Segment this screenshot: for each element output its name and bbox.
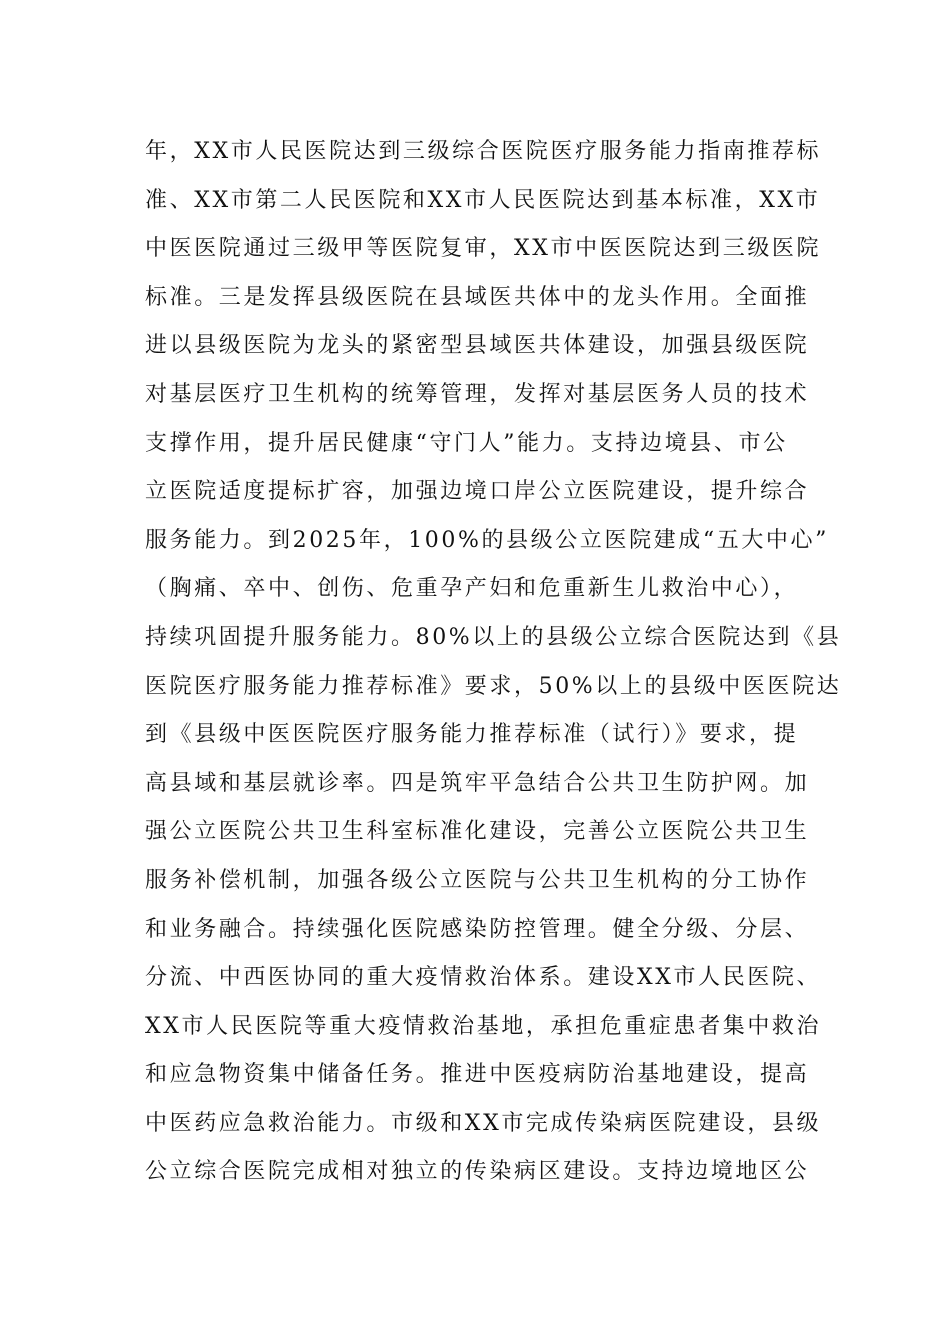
- text-line-22: 公立综合医院完成相对独立的传染病区建设。支持边境地区公: [145, 1159, 810, 1185]
- text-line-10: （胸痛、卒中、创伤、危重孕产妇和危重新生儿救治中心），: [145, 576, 799, 602]
- text-line-11: 持续巩固提升服务能力。80%以上的县级公立综合医院达到《县: [145, 624, 842, 650]
- text-line-2: 准、XX市第二人民医院和XX市人民医院达到基本标准，XX市: [145, 187, 821, 213]
- text-line-4: 标准。三是发挥县级医院在县域医共体中的龙头作用。全面推: [145, 284, 810, 310]
- text-line-19: XX市人民医院等重大疫情救治基地，承担危重症患者集中救治: [145, 1013, 822, 1039]
- body-text: [145, 128, 842, 1197]
- text-line-16: 服务补偿机制，加强各级公立医院与公共卫生机构的分工协作: [145, 867, 810, 893]
- text-line-20: 和应急物资集中储备任务。推进中医疫病防治基地建设，提高: [145, 1062, 810, 1088]
- text-line-17: 和业务融合。持续强化医院感染防控管理。健全分级、分层、: [145, 916, 810, 942]
- text-line-8: 立医院适度提标扩容，加强边境口岸公立医院建设，提升综合: [145, 479, 810, 505]
- text-line-9: 服务能力。到2025年，100%的县级公立医院建成“五大中心”: [145, 527, 829, 553]
- text-line-7: 支撑作用，提升居民健康“守门人”能力。支持边境县、市公: [145, 430, 788, 456]
- text-line-21: 中医药应急救治能力。市级和XX市完成传染病医院建设，县级: [145, 1110, 822, 1136]
- text-line-14: 高县域和基层就诊率。四是筑牢平急结合公共卫生防护网。加: [145, 770, 810, 796]
- text-line-13: 到《县级中医医院医疗服务能力推荐标准（试行）》要求，提: [145, 722, 799, 748]
- text-line-6: 对基层医疗卫生机构的统筹管理，发挥对基层医务人员的技术: [145, 381, 810, 407]
- text-line-1: 年，XX市人民医院达到三级综合医院医疗服务能力指南推荐标: [145, 139, 822, 164]
- text-line-15: 强公立医院公共卫生科室标准化建设，完善公立医院公共卫生: [145, 819, 810, 845]
- text-line-12: 医院医疗服务能力推荐标准》要求，50%以上的县级中医医院达: [145, 673, 842, 699]
- text-line-3: 中医医院通过三级甲等医院复审，XX市中医医院达到三级医院: [145, 236, 822, 262]
- text-line-5: 进以县级医院为龙头的紧密型县域医共体建设，加强县级医院: [145, 333, 810, 359]
- text-line-18: 分流、中西医协同的重大疫情救治体系。建设XX市人民医院、: [145, 965, 822, 991]
